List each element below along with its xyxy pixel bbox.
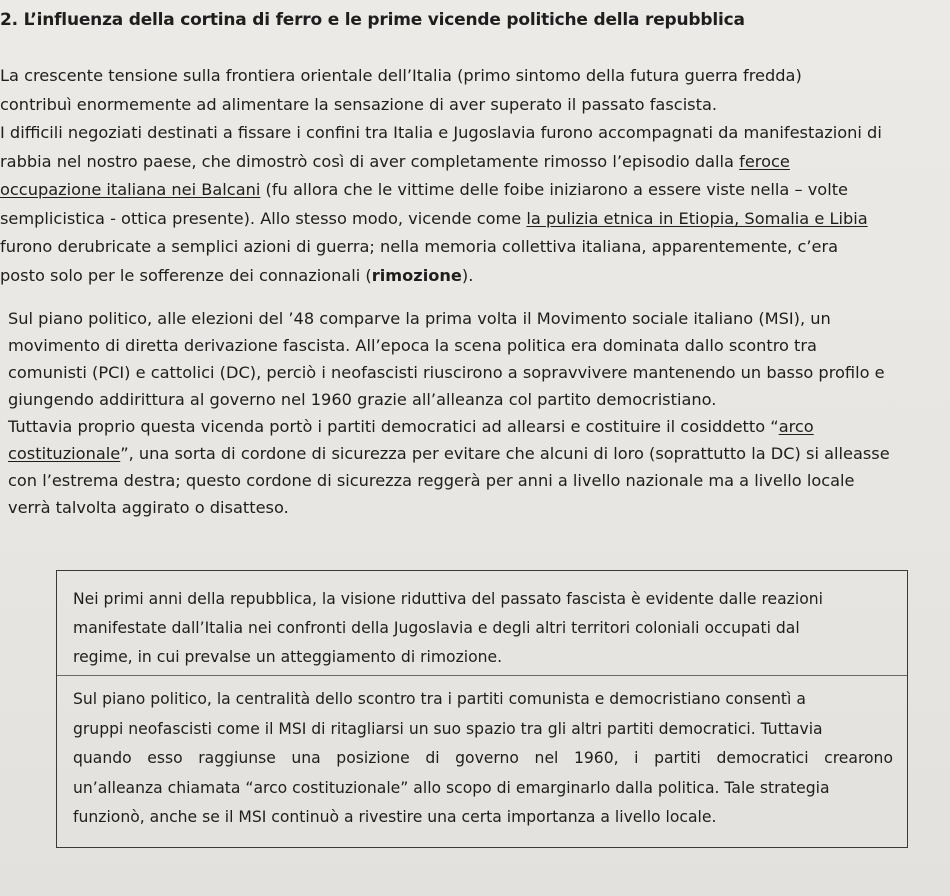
text-fragment: Tuttavia proprio questa vicenda portò i partiti democratici ad allearsi e costituire il cosiddetto “ [8, 417, 779, 436]
text-line [8, 440, 943, 467]
section-title: 2. L’influenza della cortina di ferro e le prime vicende politiche della repubblica [0, 10, 745, 30]
summary-box-first-part [73, 585, 893, 672]
summary-divider [57, 675, 907, 676]
underlined-word: arco [778, 417, 814, 436]
text-fragment: posto solo per le sofferenze dei connazionali ( [0, 265, 372, 285]
summary-line: Nei primi anni della repubblica, la visione riduttiva del passato fascista è evidente dalle reazioni [73, 590, 823, 608]
text-line [0, 148, 945, 177]
underlined-word: costituzionale [8, 444, 121, 463]
underlined-word: feroce [739, 151, 790, 171]
bold-keyword: rimozione [371, 265, 462, 285]
text-line: movimento di diretta derivazione fascista. All’epoca la scena politica era dominata dallo scontro tra [8, 336, 817, 355]
text-line: verrà talvolta aggirato o disatteso. [8, 498, 289, 517]
text-line: Sul piano politico, alle elezioni del ’48 comparve la prima volta il Movimento sociale italiano (MSI), un [8, 309, 831, 328]
text-line [8, 413, 943, 440]
summary-line: manifestate dall’Italia nei confronti della Jugoslavia e degli altri territori coloniali occupati dal [73, 619, 800, 637]
summary-line: un’alleanza chiamata “arco costituzionale” allo scopo di emarginarlo dalla politica. Tale strategia [73, 778, 830, 797]
summary-box [56, 570, 908, 848]
text-fragment: ”, una sorta di cordone di sicurezza per evitare che alcuni di loro (soprattutto la DC) si alleasse [120, 444, 890, 463]
text-fragment: rabbia nel nostro paese, che dimostrò così di aver completamente rimosso l’episodio dalla [0, 151, 740, 171]
summary-line: Sul piano politico, la centralità dello scontro tra i partiti comunista e democristiano consentì a [73, 690, 806, 708]
text-line [0, 205, 945, 234]
text-line: furono derubricate a semplici azioni di guerra; nella memoria collettiva italiana, apparentemente, c’era [0, 237, 839, 256]
text-line: con l’estrema destra; questo cordone di sicurezza reggerà per anni a livello nazionale ma a livello locale [8, 471, 855, 490]
paragraph-cortina-di-ferro [0, 62, 945, 290]
paragraph-piano-politico [8, 305, 943, 521]
text-line: contribuì enormemente ad alimentare la sensazione di aver superato il passato fascista. [0, 94, 718, 114]
text-line [0, 262, 945, 291]
summary-line: regime, in cui prevalse un atteggiamento di rimozione. [73, 648, 503, 666]
text-line: giungendo addirittura al governo nel 1960 grazie all’alleanza col partito democristiano. [8, 390, 717, 409]
text-line: comunisti (PCI) e cattolici (DC), perciò i neofascisti riuscirono a sopravvivere mantenendo un basso profilo e [8, 363, 885, 382]
text-line: I difficili negoziati destinati a fissare i confini tra Italia e Jugoslavia furono accompagnati da manifestazioni di [0, 123, 882, 142]
summary-box-second-part [73, 685, 893, 833]
text-line: La crescente tensione sulla frontiera orientale dell’Italia (primo sintomo della futura guerra fredda) [0, 66, 802, 85]
text-fragment: ). [461, 265, 474, 285]
text-fragment: semplicistica - ottica presente). Allo stesso modo, vicende come [0, 208, 527, 228]
underlined-phrase: occupazione italiana nei Balcani [0, 180, 261, 199]
summary-line: quando esso raggiunse una posizione di governo nel 1960, i partiti democratici crearono [73, 749, 893, 767]
summary-line: gruppi neofascisti come il MSI di ritagliarsi un suo spazio tra gli altri partiti democratici. Tuttavia [73, 719, 823, 738]
text-fragment: (fu allora che le vittime delle foibe iniziarono a essere viste nella – volte [260, 180, 849, 199]
summary-line: funzionò, anche se il MSI continuò a rivestire una certa importanza a livello locale. [73, 808, 717, 826]
underlined-phrase: la pulizia etnica in Etiopia, Somalia e Libia [526, 208, 868, 228]
text-line [0, 176, 945, 205]
